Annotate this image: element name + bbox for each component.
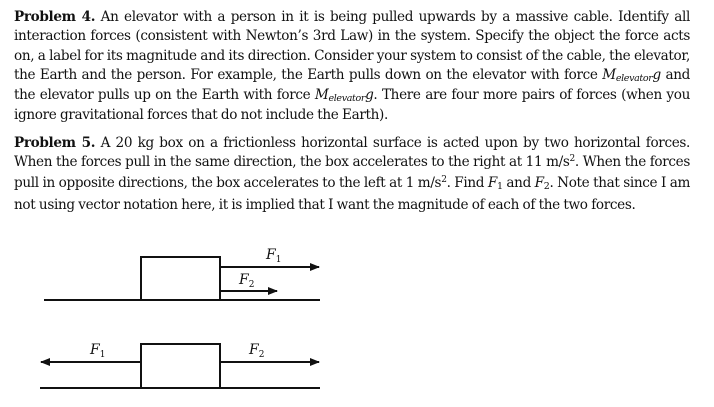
problem-4-text-b: and the elevator pulls up on the Earth with force	[14, 66, 690, 104]
problem-4-var2-tail: g	[365, 87, 374, 104]
top-f1-label: $F_1$	[266, 247, 282, 265]
problem-5-f1-main: F	[487, 175, 497, 192]
top-f2-label: $F_2$	[239, 272, 255, 290]
bottom-box	[141, 344, 220, 388]
problem-5-exp1: 2	[569, 154, 575, 165]
problem-4-var2-main: M	[314, 87, 329, 104]
problem-5-text-a: A 20 kg box on a frictionless horizontal surface is acted upon by two horizontal forces. When the forces pull in the same direction, the box accelerates to the right at 11 m/s	[14, 134, 690, 171]
problem-5-text-b: . When the forces pull in opposite directions, the box accelerates to the left at 1 m/s	[14, 154, 690, 192]
problem-4-var1-sub: elevator	[615, 72, 653, 84]
bottom-f2-label: $F_2$	[249, 342, 265, 360]
top-diagram	[44, 247, 320, 300]
problem-5-text-c: . Find	[446, 175, 488, 192]
bottom-diagram	[40, 342, 320, 388]
problem-4-var1-tail: g	[652, 66, 661, 83]
top-box	[141, 257, 220, 300]
problem-4-text-a: An elevator with a person in it is being pulled upwards by a massive cable. Identify all interaction forces (consistent with Newton’s 3rd Law) in the system. Specify the object the force acts on, a label for its magnitude and its direction. Consider your system to consist of the cable, the elevator, the Earth and the person. For example, the Earth pulls down on the elevator with force	[14, 9, 690, 83]
problem-4-number: Problem 4.	[14, 9, 96, 25]
problem-5-f1-sub: 1	[496, 181, 503, 193]
problem-5-text-e: . Note that since I am not using vector notation here, it is implied that I want the magnitude of each of the two forces.	[14, 175, 691, 213]
problem-5-text-d: and	[502, 175, 535, 192]
problem-4-text-c: . There are four more pairs of forces (when you ignore gravitational forces that do not include the Earth).	[14, 87, 690, 124]
problem-5-f2-sub: 2	[543, 181, 550, 193]
bottom-f1-label: $F_1$	[90, 342, 106, 360]
problem-5-number: Problem 5.	[14, 134, 96, 151]
problem-4-var2-sub: elevator	[328, 93, 366, 105]
problem-5-exp2: 2	[441, 175, 447, 186]
problem-4-var1-main: M	[602, 66, 616, 83]
problem-5-f2-main: F	[534, 175, 544, 192]
